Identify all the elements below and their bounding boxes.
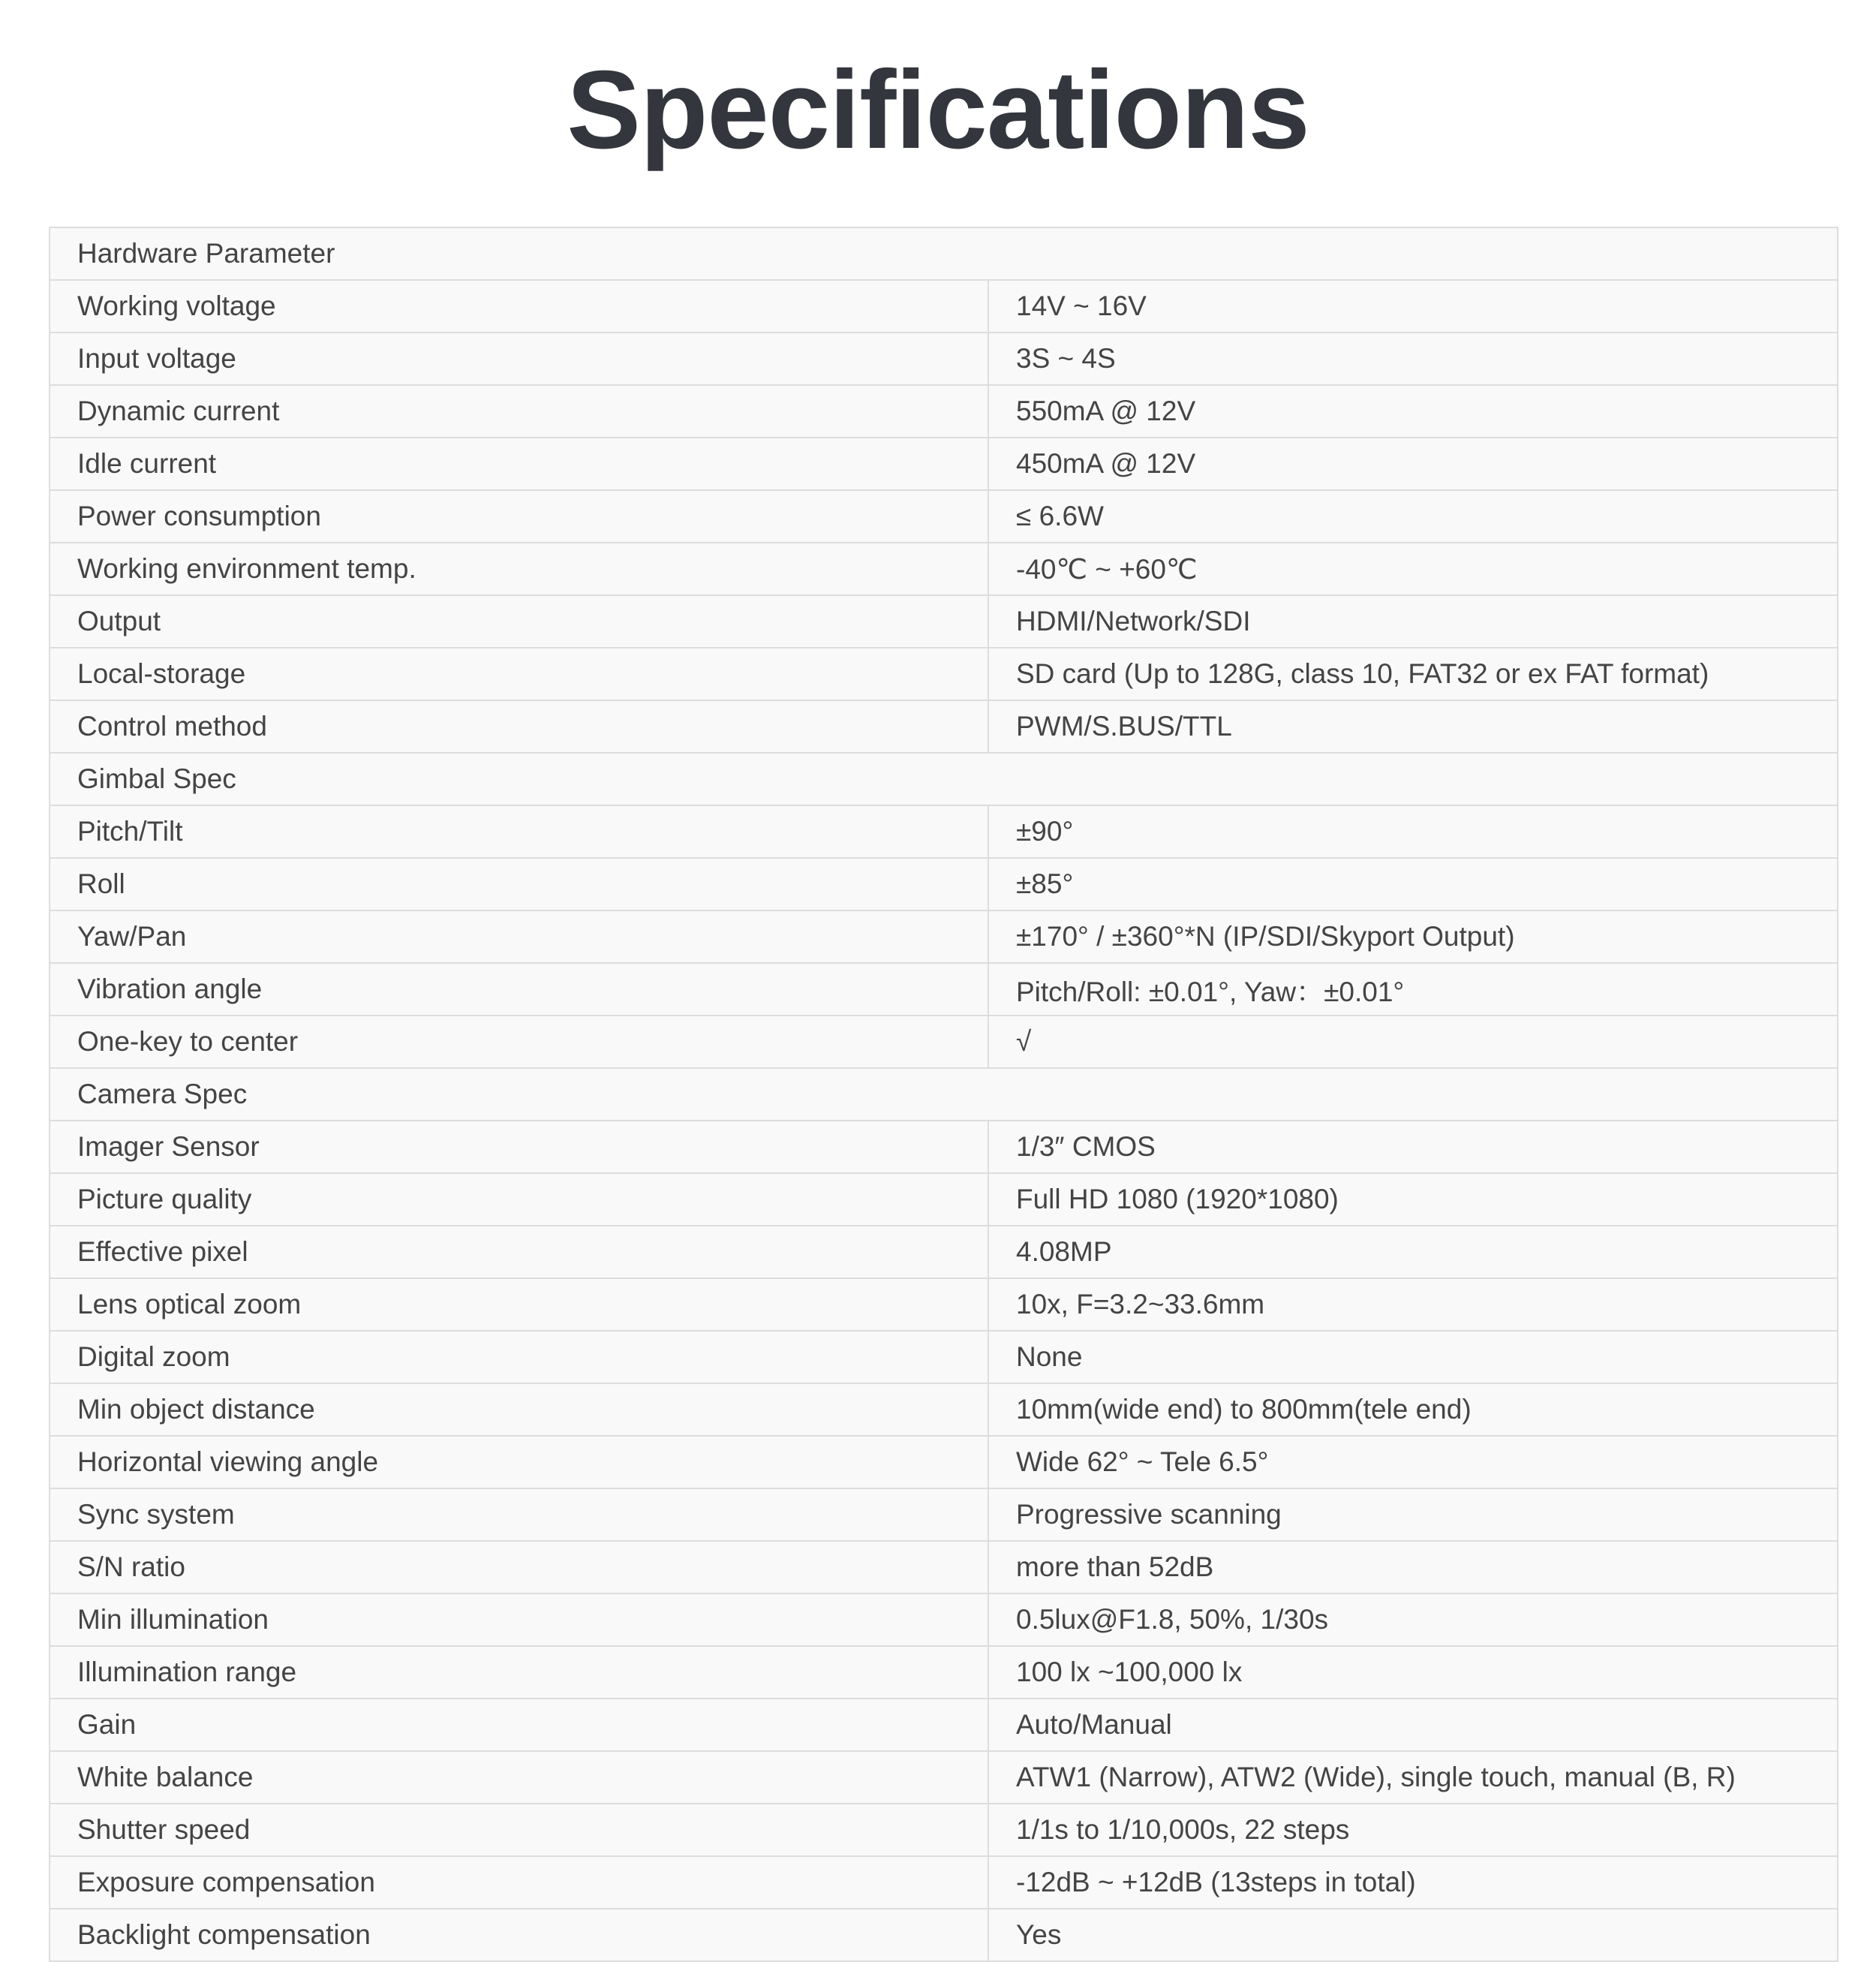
spec-label: Shutter speed (50, 1804, 988, 1856)
spec-value: 14V ~ 16V (988, 280, 1838, 333)
spec-row (50, 963, 1838, 1016)
spec-label: Working voltage (50, 280, 988, 333)
spec-label: Digital zoom (50, 1331, 988, 1383)
spec-value: more than 52dB (988, 1541, 1838, 1593)
spec-value: ±170° / ±360°*N (IP/SDI/Skyport Output) (988, 910, 1838, 963)
spec-value: Progressive scanning (988, 1488, 1838, 1541)
spec-value: 0.5lux@F1.8, 50%, 1/30s (988, 1593, 1838, 1646)
spec-label: Backlight compensation (50, 1909, 988, 1961)
spec-row (50, 1436, 1838, 1488)
spec-label: Power consumption (50, 490, 988, 543)
spec-label: Effective pixel (50, 1226, 988, 1278)
spec-label: One-key to center (50, 1016, 988, 1068)
spec-row (50, 648, 1838, 700)
section-header: Gimbal Spec (50, 753, 1838, 805)
spec-value: Auto/Manual (988, 1699, 1838, 1751)
section-header-row (50, 227, 1838, 280)
spec-row (50, 1699, 1838, 1751)
spec-value: √ (988, 1016, 1838, 1068)
spec-row (50, 1016, 1838, 1068)
spec-value: SD card (Up to 128G, class 10, FAT32 or ex FAT format) (988, 648, 1838, 700)
spec-row (50, 595, 1838, 648)
spec-label: Pitch/Tilt (50, 805, 988, 858)
spec-row (50, 1226, 1838, 1278)
spec-row (50, 910, 1838, 963)
spec-row (50, 385, 1838, 438)
spec-row (50, 1804, 1838, 1856)
spec-label: Exposure compensation (50, 1856, 988, 1909)
spec-value: None (988, 1331, 1838, 1383)
spec-label: Lens optical zoom (50, 1278, 988, 1331)
spec-value: Pitch/Roll: ±0.01°, Yaw：±0.01° (988, 963, 1838, 1016)
spec-label: Sync system (50, 1488, 988, 1541)
spec-row (50, 1383, 1838, 1436)
spec-value: 1/1s to 1/10,000s, 22 steps (988, 1804, 1838, 1856)
spec-row (50, 1751, 1838, 1804)
spec-row (50, 438, 1838, 490)
spec-value: -40℃ ~ +60℃ (988, 543, 1838, 595)
spec-label: Idle current (50, 438, 988, 490)
spec-value: Wide 62° ~ Tele 6.5° (988, 1436, 1838, 1488)
spec-table-body (50, 227, 1838, 1961)
spec-label: Dynamic current (50, 385, 988, 438)
spec-value: 450mA @ 12V (988, 438, 1838, 490)
spec-label: Imager Sensor (50, 1121, 988, 1173)
spec-value: 550mA @ 12V (988, 385, 1838, 438)
spec-value: Yes (988, 1909, 1838, 1961)
spec-row (50, 1121, 1838, 1173)
spec-row (50, 1856, 1838, 1909)
spec-value: 10x, F=3.2~33.6mm (988, 1278, 1838, 1331)
spec-row (50, 1173, 1838, 1226)
spec-label: Horizontal viewing angle (50, 1436, 988, 1488)
spec-row (50, 1909, 1838, 1961)
section-header-row (50, 1068, 1838, 1121)
section-header: Camera Spec (50, 1068, 1838, 1121)
spec-value: ATW1 (Narrow), ATW2 (Wide), single touch, manual (B, R) (988, 1751, 1838, 1804)
spec-value: -12dB ~ +12dB (13steps in total) (988, 1856, 1838, 1909)
section-header-row (50, 753, 1838, 805)
spec-value: PWM/S.BUS/TTL (988, 700, 1838, 753)
spec-label: White balance (50, 1751, 988, 1804)
spec-row (50, 333, 1838, 385)
spec-value: 4.08MP (988, 1226, 1838, 1278)
spec-label: S/N ratio (50, 1541, 988, 1593)
spec-label: Gain (50, 1699, 988, 1751)
spec-row (50, 543, 1838, 595)
spec-row (50, 1488, 1838, 1541)
spec-value: 10mm(wide end) to 800mm(tele end) (988, 1383, 1838, 1436)
spec-row (50, 1593, 1838, 1646)
spec-row (50, 280, 1838, 333)
spec-label: Output (50, 595, 988, 648)
section-header: Hardware Parameter (50, 227, 1838, 280)
spec-label: Working environment temp. (50, 543, 988, 595)
spec-label: Input voltage (50, 333, 988, 385)
spec-table (49, 227, 1838, 1962)
page-title: Specifications (567, 48, 1309, 172)
spec-label: Control method (50, 700, 988, 753)
spec-value: 1/3″ CMOS (988, 1121, 1838, 1173)
spec-value: HDMI/Network/SDI (988, 595, 1838, 648)
spec-value: ±90° (988, 805, 1838, 858)
spec-value: ±85° (988, 858, 1838, 910)
spec-label: Roll (50, 858, 988, 910)
spec-label: Local-storage (50, 648, 988, 700)
spec-row (50, 700, 1838, 753)
spec-row (50, 1278, 1838, 1331)
spec-label: Min illumination (50, 1593, 988, 1646)
spec-value: 100 lx ~100,000 lx (988, 1646, 1838, 1699)
spec-row (50, 805, 1838, 858)
spec-row (50, 490, 1838, 543)
spec-label: Illumination range (50, 1646, 988, 1699)
spec-label: Vibration angle (50, 963, 988, 1016)
spec-row (50, 1331, 1838, 1383)
spec-value: 3S ~ 4S (988, 333, 1838, 385)
spec-value: ≤ 6.6W (988, 490, 1838, 543)
spec-label: Min object distance (50, 1383, 988, 1436)
spec-value: Full HD 1080 (1920*1080) (988, 1173, 1838, 1226)
spec-row (50, 1646, 1838, 1699)
spec-row (50, 858, 1838, 910)
spec-label: Picture quality (50, 1173, 988, 1226)
spec-label: Yaw/Pan (50, 910, 988, 963)
spec-row (50, 1541, 1838, 1593)
